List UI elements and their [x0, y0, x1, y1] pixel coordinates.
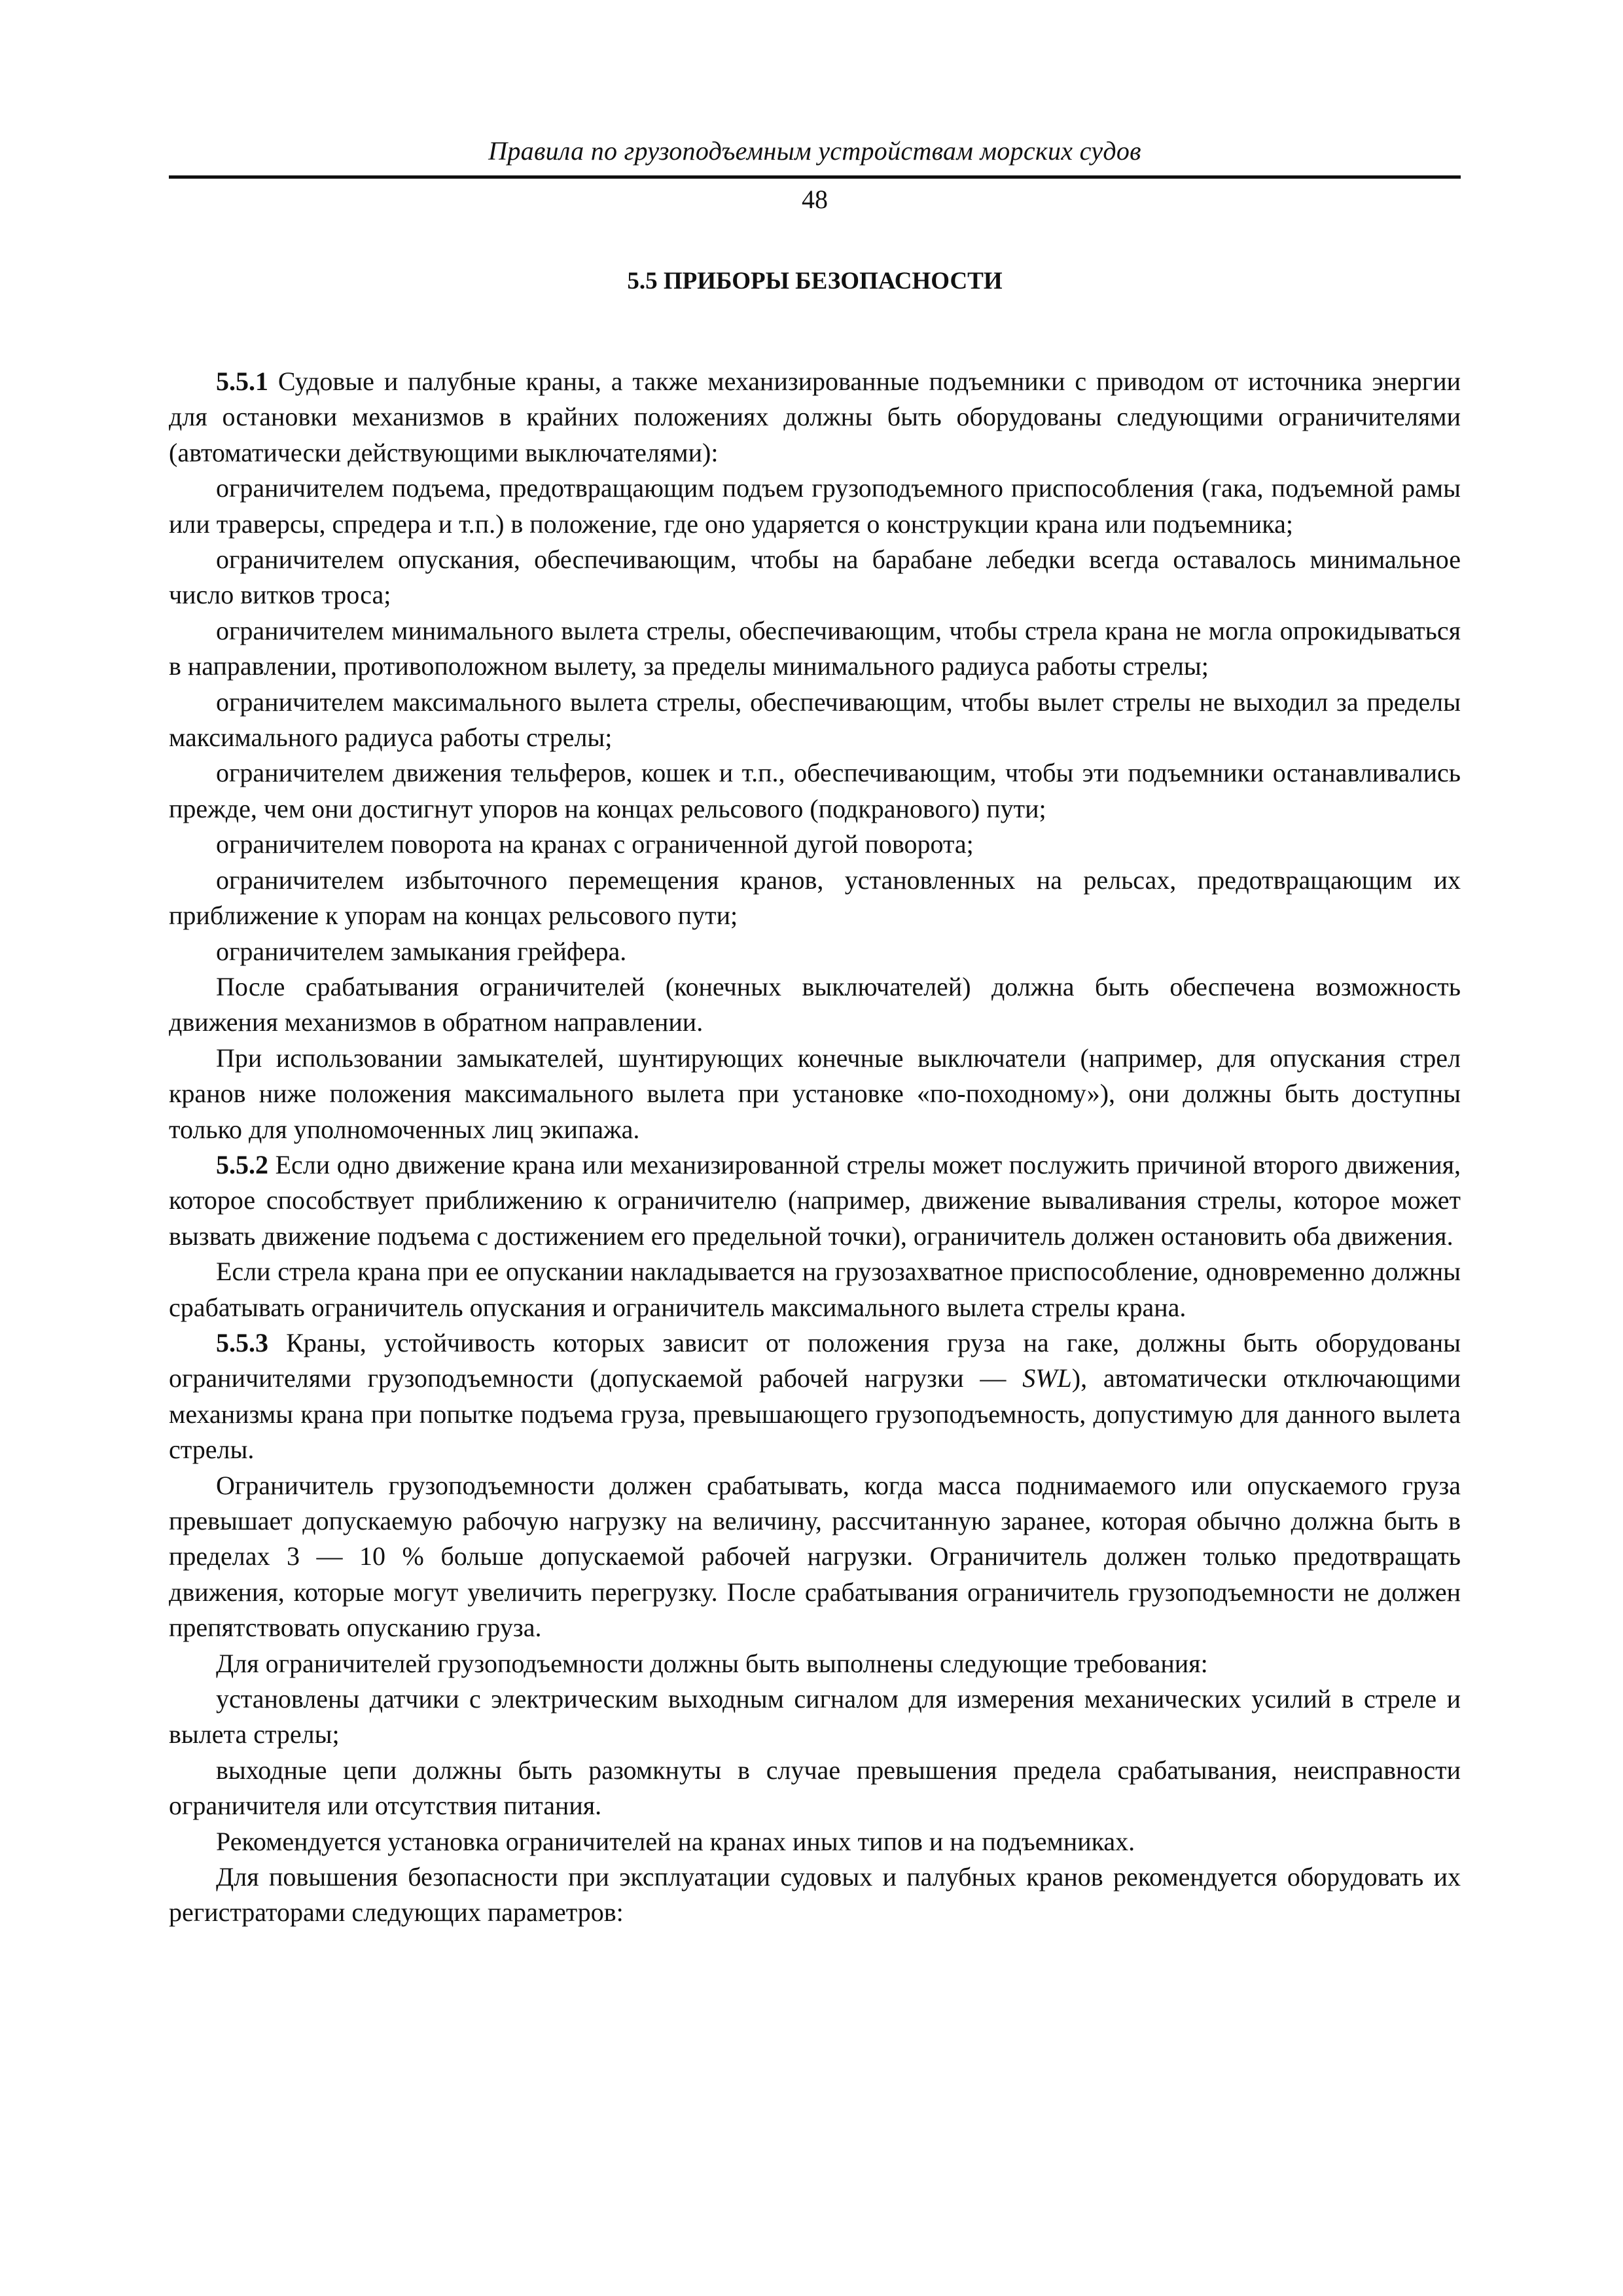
paragraph-text: Ограничитель грузоподъемности должен срабатывать, когда масса поднимаемого или опускаемого груза превышает допускаемую рабочую нагрузку на величину, рассчитанную заранее, которая обычно должна быть в пределах 3 — 10 % больше допускаемой рабочей нагрузки. Ограничитель должен только предотвращать движения, которые могут увеличить перегрузку. После срабатывания ограничитель грузоподъемности не должен препятствовать опусканию груза. [169, 1470, 1461, 1643]
paragraph [169, 1859, 1461, 1931]
clause-number: 5.5.3 [216, 1327, 268, 1357]
paragraph-text: При использовании замыкателей, шунтирующих конечные выключатели (например, для опускания стрел кранов ниже положения максимального вылета при установке «по-походному»), они должны быть доступны только для уполномоченных лиц экипажа. [169, 1043, 1461, 1144]
paragraph [169, 1468, 1461, 1646]
list-item-min-outreach-limiter [169, 613, 1461, 685]
running-head: Правила по грузоподъемным устройствам морских судов [488, 136, 1141, 166]
paragraph-text: После срабатывания ограничителей (конечных выключателей) должна быть обеспечена возможность движения механизмов в обратном направлении. [169, 971, 1461, 1037]
header-rule [169, 175, 1461, 179]
paragraph-5-5-1 [169, 364, 1461, 471]
list-item-hoist-travel-limiter [169, 755, 1461, 827]
list-item-rail-travel-limiter [169, 863, 1461, 934]
paragraph-text: Краны, устойчивость которых зависит от положения груза на гаке, должны быть оборудованы ограничителями грузоподъемности (допускаемой рабочей нагрузки — [169, 1327, 1461, 1393]
paragraph-text: Для ограничителей грузоподъемности должны быть выполнены следующие требования: [216, 1648, 1208, 1678]
page-number: 48 [802, 185, 828, 214]
paragraph-text: ограничителем замыкания грейфера. [216, 936, 627, 966]
list-item-grab-limiter [169, 934, 1461, 969]
paragraph-text: выходные цепи должны быть разомкнуты в случае превышения предела срабатывания, неисправности ограничителя или отсутствия питания. [169, 1755, 1461, 1821]
paragraph-text: Для повышения безопасности при эксплуатации судовых и палубных кранов рекомендуется оборудовать их регистраторами следующих параметров: [169, 1862, 1461, 1928]
paragraph-text: ограничителем избыточного перемещения кранов, установленных на рельсах, предотвращающим их приближение к упорам на концах рельсового пути; [169, 865, 1461, 931]
list-item-max-outreach-limiter [169, 685, 1461, 756]
paragraph-5-5-2 [169, 1147, 1461, 1254]
list-item-lifting-limiter [169, 471, 1461, 542]
paragraph [169, 969, 1461, 1041]
list-item-slewing-limiter [169, 827, 1461, 862]
paragraph-text: Судовые и палубные краны, а также механизированные подъемники с приводом от источника энергии для остановки механизмов в крайних положениях должны быть оборудованы следующими ограничителями (автоматически действующими выключателями): [169, 367, 1461, 467]
paragraph-text: ограничителем поворота на кранах с ограниченной дугой поворота; [216, 829, 974, 859]
paragraph-text: ограничителем максимального вылета стрелы, обеспечивающим, чтобы вылет стрелы не выходил за пределы максимального радиуса работы стрелы; [169, 687, 1461, 753]
paragraph-text-tail: ), автоматически отключающими механизмы крана при попытке подъема груза, превышающего грузоподъемность, допустимую для данного вылета стрелы. [169, 1363, 1461, 1465]
paragraph [169, 1254, 1461, 1325]
section-title: 5.5 ПРИБОРЫ БЕЗОПАСНОСТИ [627, 268, 1003, 295]
paragraph-text: Если стрела крана при ее опускании накладывается на грузозахватное приспособление, одновременно должны срабатывать ограничитель опускания и ограничитель максимального вылета стрелы крана. [169, 1257, 1461, 1322]
body-text [169, 364, 1461, 1931]
paragraph-text: Рекомендуется установка ограничителей на кранах иных типов и на подъемниках. [216, 1826, 1135, 1856]
paragraph-text: ограничителем опускания, обеспечивающим, чтобы на барабане лебедки всегда оставалось минимальное число витков троса; [169, 545, 1461, 610]
clause-number: 5.5.2 [216, 1149, 268, 1179]
paragraph-text: установлены датчики с электрическим выходным сигналом для измерения механических усилий в стреле и вылета стрелы; [169, 1684, 1461, 1749]
paragraph [169, 1824, 1461, 1859]
list-item-output-circuits [169, 1753, 1461, 1824]
list-item-lowering-limiter [169, 542, 1461, 613]
paragraph-text: ограничителем минимального вылета стрелы, обеспечивающим, чтобы стрела крана не могла опрокидываться в направлении, противоположном вылету, за пределы минимального радиуса работы стрелы; [169, 615, 1461, 681]
paragraph-5-5-3 [169, 1325, 1461, 1468]
paragraph [169, 1041, 1461, 1147]
paragraph [169, 1646, 1461, 1681]
paragraph-text: ограничителем подъема, предотвращающим подъем грузоподъемного приспособления (гака, подъемной рамы или траверсы, спредера и т.п.) в положение, где оно ударяется о конструкции крана или подъемника; [169, 473, 1461, 539]
swl-abbreviation: SWL [1022, 1363, 1072, 1393]
paragraph-text: Если одно движение крана или механизированной стрелы может послужить причиной второго движения, которое способствует приближению к ограничителю (например, движение вываливания стрелы, которое может вызвать движение подъема с достижением его предельной точки), ограничитель должен остановить оба движения. [169, 1149, 1461, 1251]
clause-number: 5.5.1 [216, 367, 268, 396]
paragraph-text: ограничителем движения тельферов, кошек и т.п., обеспечивающим, чтобы эти подъемники останавливались прежде, чем они достигнут упоров на концах рельсового (подкранового) пути; [169, 758, 1461, 823]
list-item-sensors [169, 1681, 1461, 1753]
